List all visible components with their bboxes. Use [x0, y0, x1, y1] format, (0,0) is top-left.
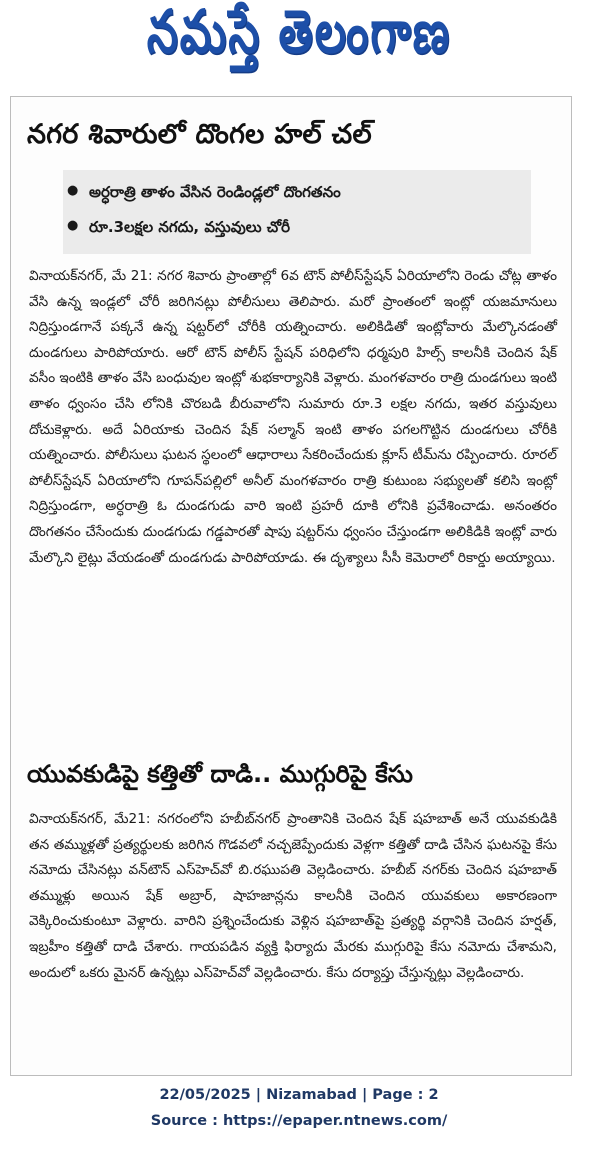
source-link[interactable]: Source : https://epaper.ntnews.com/ [150, 1113, 448, 1129]
edition-info: 22/05/2025 | Nizamabad | Page : 2 [159, 1087, 439, 1103]
article-1-body: వినాయక్‌నగర్, మే 21: నగర శివారు ప్రాంతాల్లో 6వ టౌన్ పోలీస్‌స్టేషన్ ఏరియాలోని రెండు చోట్ల తాళం వేసి ఉన్న ఇండ్లలో చోరీ జరిగినట్లు పోలీసులు తెలిపారు. మరో ప్రాంతంలో ఇంట్లో యజమానులు నిద్రిస్తుండగానే పక్కనే ఉన్న షట్టర్‌లో చోరీకి యత్నించారు. అలికిడితో ఇంట్లోవారు మేల్కొనడంతో దుండగులు పారిపోయారు. ఆరో టౌన్ పోలీస్ స్టేషన్ పరిధిలోని ధర్మపురి హిల్స్ కాలనీకి చెందిన షేక్ వసీం ఇంటికి తాళం వేసి బంధువుల ఇంట్లో శుభకార్యానికి వెళ్లారు. మంగళవారం రాత్రి దుండగులు ఇంటి తాళం ధ్వంసం చేసి లోనికి చొరబడి బీరువాలోని సుమారు రూ.3 లక్షల నగదు, ఇతర వస్తువులు దోచుకెళ్లారు. అదే ఏరియాకు చెందిన షేక్ సల్మాన్ ఇంటి తాళం పగలగొట్టిన దుండగులు చోరీకి యత్నించారు. పోలీసులు ఘటన స్థలంలో ఆధారాలు సేకరించేందుకు క్లూస్ టీమ్‌ను రప్పించారు. రూరల్ పోలీస్‌స్టేషన్ ఏరియాలోని గూపన్‌పల్లిలో అనీల్ మంగళవారం రాత్రి కుటుంబ సభ్యులతో కలిసి ఇంట్లో నిద్రిస్తుండగా, అర్ధరాత్రి ఓ దుండగుడు వారి ఇంటి ప్రహరీ దూకి లోనికి ప్రవేశించాడు. అనంతరం దొంగతనం చేసేందుకు దుండగుడు గడ్డపారతో షాపు షట్టర్‌ను ధ్వంసం చేస్తుండగా అలికిడికి ఇంట్లో వారు మేల్కొని లైట్లు వేయడంతో దుండగుడు పారిపోయాడు. ఈ దృశ్యాలు సీసీ కెమెరాలో రికార్డు అయ్యాయి. [29, 268, 557, 566]
article-2-headline: యువకుడిపై కత్తితో దాడి.. ముగ్గురిపై కేసు [27, 760, 413, 788]
article-2-body: వినాయక్‌నగర్, మే21: నగరంలోని హబీబ్‌నగర్ ప్రాంతానికి చెందిన షేక్ షహబాత్ అనే యువకుడికి తన తమ్ముళ్లతో ప్రత్యర్థులకు జరిగిన గొడవలో నచ్చజెప్పేందుకు వెళ్లగా కత్తితో దాడి చేసిన ఘటనపై కేసు నమోదు చేసినట్లు వన్‌టౌన్ ఎస్‌హెచ్‌వో బి.రఘుపతి వెల్లడించారు. హబీబ్ నగర్‌కు చెందిన షహబాత్ తమ్ముళ్లు అయిన షేక్ అబ్రార్, షాహజాన్లను కాలనీకి చెందిన యువకులు అకారణంగా వెక్కిరించుకుంటూ వెళ్లారు. వారిని ప్రశ్నించేందుకు వెళ్లిన షహబాత్‌పై ప్రత్యర్థి వర్గానికి చెందిన హర్షత్, ఇబ్రహీం కత్తితో దాడి చేశారు. గాయపడిన వ్యక్తి ఫిర్యాదు మేరకు ముగ్గురిపై కేసు నమోదు చేశామని, అందులో ఒకరు మైనర్ ఉన్నట్లు ఎస్‌హెచ్‌వో వెల్లడించారు. కేసు దర్యాప్తు చేస్తున్నట్లు వెల్లడించారు. [29, 811, 557, 981]
highlights-box [63, 170, 531, 254]
masthead-logo [0, 0, 598, 80]
article-1-headline: నగర శివారులో దొంగల హల్ చల్ [27, 119, 372, 150]
masthead-title: నమస్తే తెలంగాణ [146, 0, 452, 68]
highlight-bullet: ● అర్ధరాత్రి తాళం వేసిన రెండిండ్లలో దొంగతనం [89, 183, 341, 205]
highlight-bullet: ● రూ.3లక్షల నగదు, వస్తువులు చోరీ [89, 218, 290, 240]
news-clipping [10, 96, 572, 1076]
